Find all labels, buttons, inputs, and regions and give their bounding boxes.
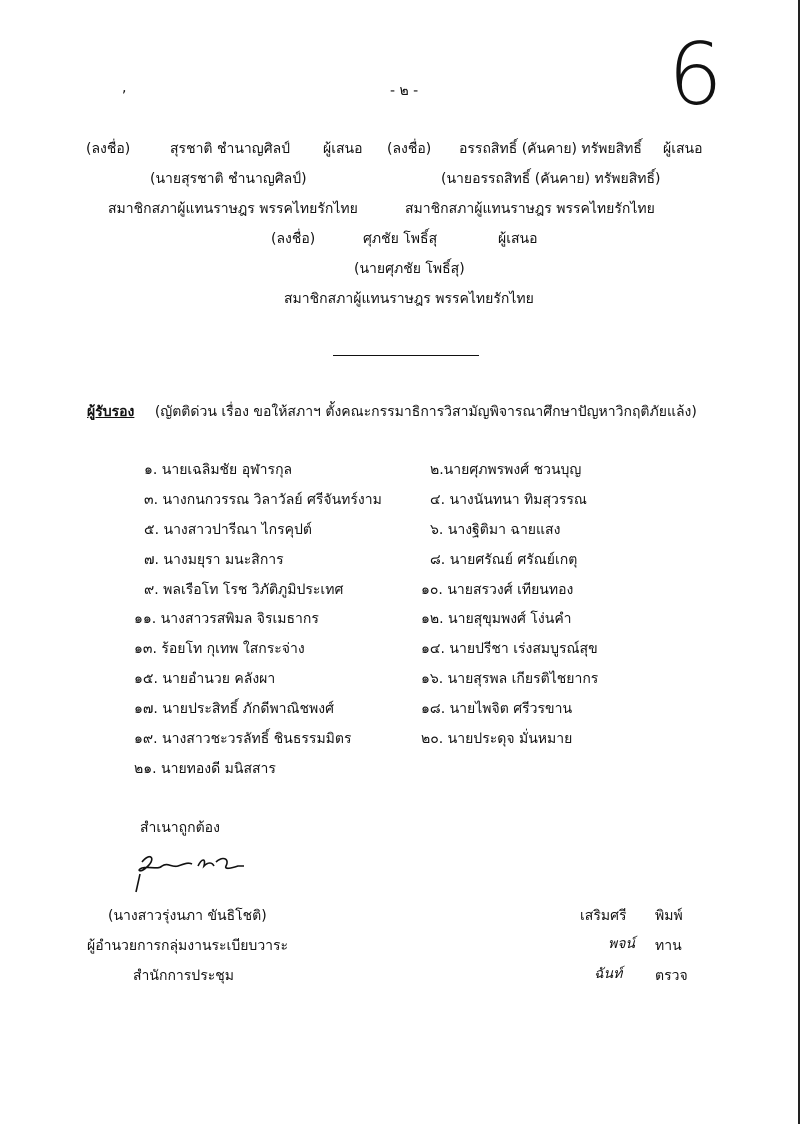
reviewer1-initials: พจน์ <box>608 936 636 952</box>
endorser-item: ๑๒. นายสุขุมพงศ์ โง่นคำ <box>421 611 572 627</box>
endorser-item: ๔. นางนันทนา ทิมสุวรรณ <box>430 492 587 508</box>
corner-dot: , <box>122 80 127 96</box>
proposer-role-right: ผู้เสนอ <box>663 141 703 157</box>
reviewer2-initials: ฉันท์ <box>594 966 623 982</box>
endorser-item: ๑๗. นายประสิทธิ์ ภักดีพาณิชพงศ์ <box>134 701 334 717</box>
handwritten-page-mark: 6 <box>668 25 723 125</box>
proposer-full-name-center: (นายศุภชัย โพธิ์สุ) <box>354 261 465 277</box>
endorser-item: ๓. นางกนกวรรณ วิลาวัลย์ ศรีจันทร์งาม <box>144 492 382 508</box>
endorser-item: ๑๘. นายไพจิต ศรีวรขาน <box>421 701 573 717</box>
endorser-item: ๕. นางสาวปารีณา ไกรคุปต์ <box>144 522 312 538</box>
endorser-item: ๑๖. นายสุรพล เกียรติไชยากร <box>421 671 599 687</box>
signer-position: ผู้อำนวยการกลุ่มงานระเบียบวาระ <box>87 938 289 954</box>
section-divider <box>333 355 479 356</box>
endorser-item: ๑๓. ร้อยโท กุเทพ ใสกระจ่าง <box>134 641 305 657</box>
proposer-signature-right: อรรถสิทธิ์ (คันคาย) ทรัพยสิทธิ์ <box>459 141 642 157</box>
endorser-item: ๑๔. นายปรีชา เร่งสมบูรณ์สุข <box>421 641 598 657</box>
proposer-role-left: ผู้เสนอ <box>323 141 363 157</box>
proposer-signature-left: สุรชาติ ชำนาญศิลป์ <box>170 141 291 157</box>
endorser-item: ๑๐. นายสรวงศ์ เทียนทอง <box>421 582 574 598</box>
endorsers-heading-line <box>87 401 697 423</box>
endorser-item: ๒.นายศุภพรพงศ์ ชวนบุญ <box>430 462 582 478</box>
proposer-position-right: สมาชิกสภาผู้แทนราษฎร พรรคไทยรักไทย <box>405 201 655 217</box>
certified-copy-label: สำเนาถูกต้อง <box>140 820 220 836</box>
sign-label-center: (ลงชื่อ) <box>271 231 316 247</box>
proposer-full-name-left: (นายสุรชาติ ชำนาญศิลป์) <box>150 171 307 187</box>
proposer-signature-center: ศุภชัย โพธิ์สุ <box>363 231 438 247</box>
sign-label-right: (ลงชื่อ) <box>387 141 432 157</box>
proposer-position-center: สมาชิกสภาผู้แทนราษฎร พรรคไทยรักไทย <box>284 291 534 307</box>
reviewer1-action: ทาน <box>655 938 682 954</box>
signer-office: สำนักการประชุม <box>133 968 234 984</box>
endorsers-heading: ผู้รับรอง <box>87 404 135 420</box>
endorser-item: ๖. นางฐิติมา ฉายแสง <box>430 522 561 538</box>
proposer-position-left: สมาชิกสภาผู้แทนราษฎร พรรคไทยรักไทย <box>108 201 358 217</box>
endorser-item: ๙. พลเรือโท โรช วิภัติภูมิประเทศ <box>144 582 344 598</box>
typist-name: เสริมศรี <box>580 908 627 924</box>
endorser-item: ๒๐. นายประดุจ มั่นหมาย <box>421 731 573 747</box>
endorser-item: ๑๕. นายอำนวย คลังผา <box>134 671 276 687</box>
endorsers-subject: (ญัตติด่วน เรื่อง ขอให้สภาฯ ตั้งคณะกรรมาธิการวิสามัญพิจารณาศึกษาปัญหาวิกฤติภัยแล้ง) <box>154 404 697 420</box>
typist-action: พิมพ์ <box>655 908 683 924</box>
handwritten-signature <box>128 848 268 898</box>
signer-full-name: (นางสาวรุ่งนภา ขันธิโชติ) <box>108 908 267 924</box>
endorser-item: ๗. นางมยุรา มนะสิการ <box>144 552 284 568</box>
sign-label-left: (ลงชื่อ) <box>86 141 131 157</box>
endorser-item: ๑. นายเฉลิมชัย อุฬารกุล <box>144 462 293 478</box>
proposer-full-name-right: (นายอรรถสิทธิ์ (คันคาย) ทรัพยสิทธิ์) <box>441 171 661 187</box>
endorser-item: ๒๑. นายทองดี มนิสสาร <box>134 761 276 777</box>
endorser-item: ๑๙. นางสาวชะวรลัทธิ์ ชินธรรมมิตร <box>134 731 352 747</box>
page-number: - ๒ - <box>390 83 419 99</box>
reviewer2-action: ตรวจ <box>655 968 688 984</box>
endorser-item: ๑๑. นางสาวรสพิมล จิรเมธากร <box>134 611 319 627</box>
proposer-role-center: ผู้เสนอ <box>498 231 538 247</box>
endorser-item: ๘. นายศรัณย์ ศรัณย์เกตุ <box>430 552 578 568</box>
